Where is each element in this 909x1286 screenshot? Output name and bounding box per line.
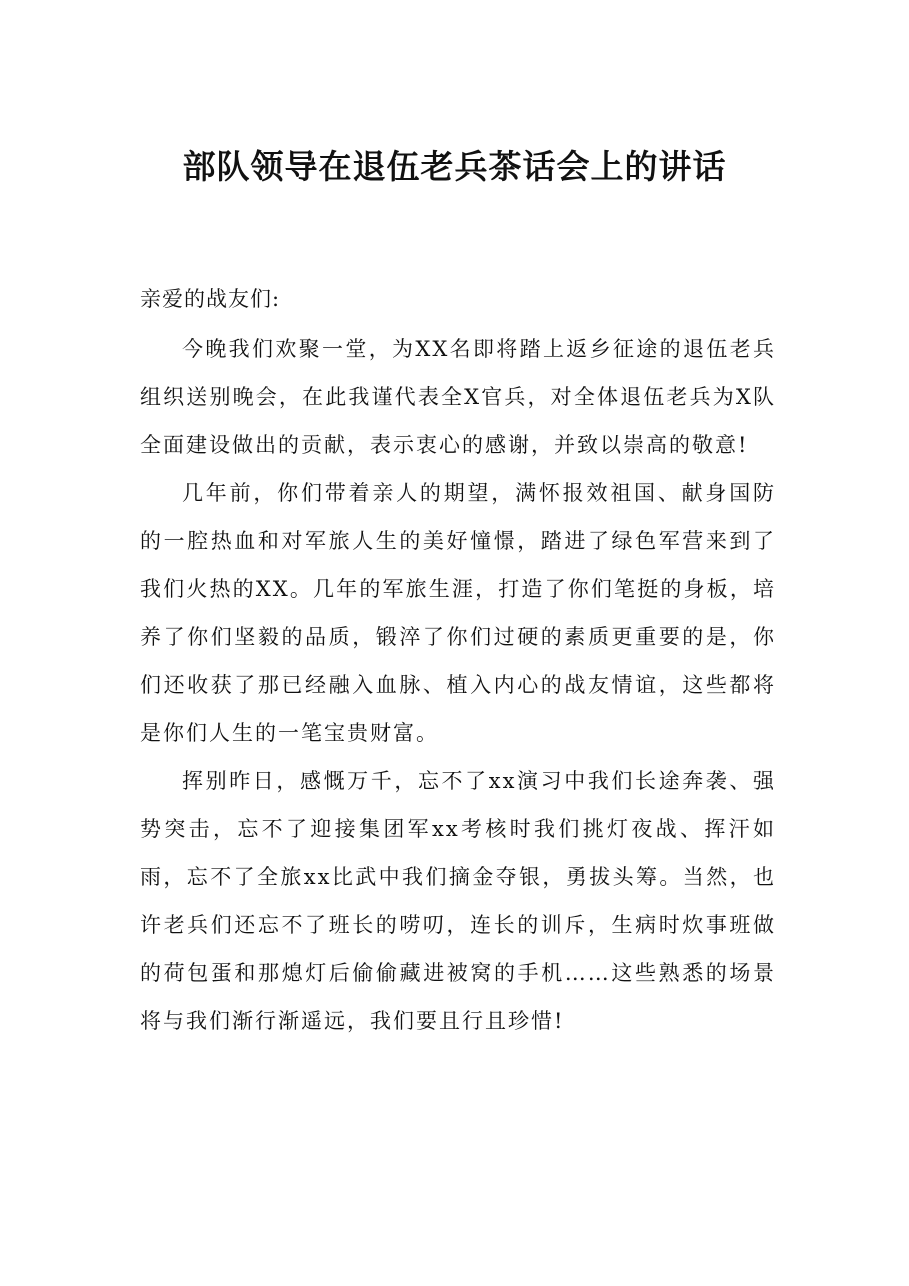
paragraph-3: 挥别昨日，感慨万千，忘不了xx演习中我们长途奔袭、强势突击，忘不了迎接集团军xx考核时我们挑灯夜战、挥汗如雨，忘不了全旅xx比武中我们摘金夺银，勇拔头筹。当然，也许老兵们还忘不了班长的唠叨，连长的训斥，生病时炊事班做的荷包蛋和那熄灯后偷偷藏进被窝的手机……这些熟悉的场景将与我们渐行渐遥远，我们要且行且珍惜!: [140, 769, 776, 1033]
salutation: 亲爱的战友们:: [140, 287, 281, 311]
document-title: 部队领导在退伍老兵茶话会上的讲话: [182, 147, 727, 186]
paragraph-1: 今晚我们欢聚一堂，为XX名即将踏上返乡征途的退伍老兵组织送别晚会，在此我谨代表全X官兵，对全体退伍老兵为X队全面建设做出的贡献，表示衷心的感谢，并致以崇高的敬意!: [140, 337, 776, 457]
document-body: [140, 325, 776, 1045]
paragraph-2: 几年前，你们带着亲人的期望，满怀报效祖国、献身国防的一腔热血和对军旅人生的美好憧憬，踏进了绿色军营来到了我们火热的XX。几年的军旅生涯，打造了你们笔挺的身板，培养了你们坚毅的品质，锻淬了你们过硬的素质更重要的是，你们还收获了那已经融入血脉、植入内心的战友情谊，这些都将是你们人生的一笔宝贵财富。: [140, 481, 776, 745]
